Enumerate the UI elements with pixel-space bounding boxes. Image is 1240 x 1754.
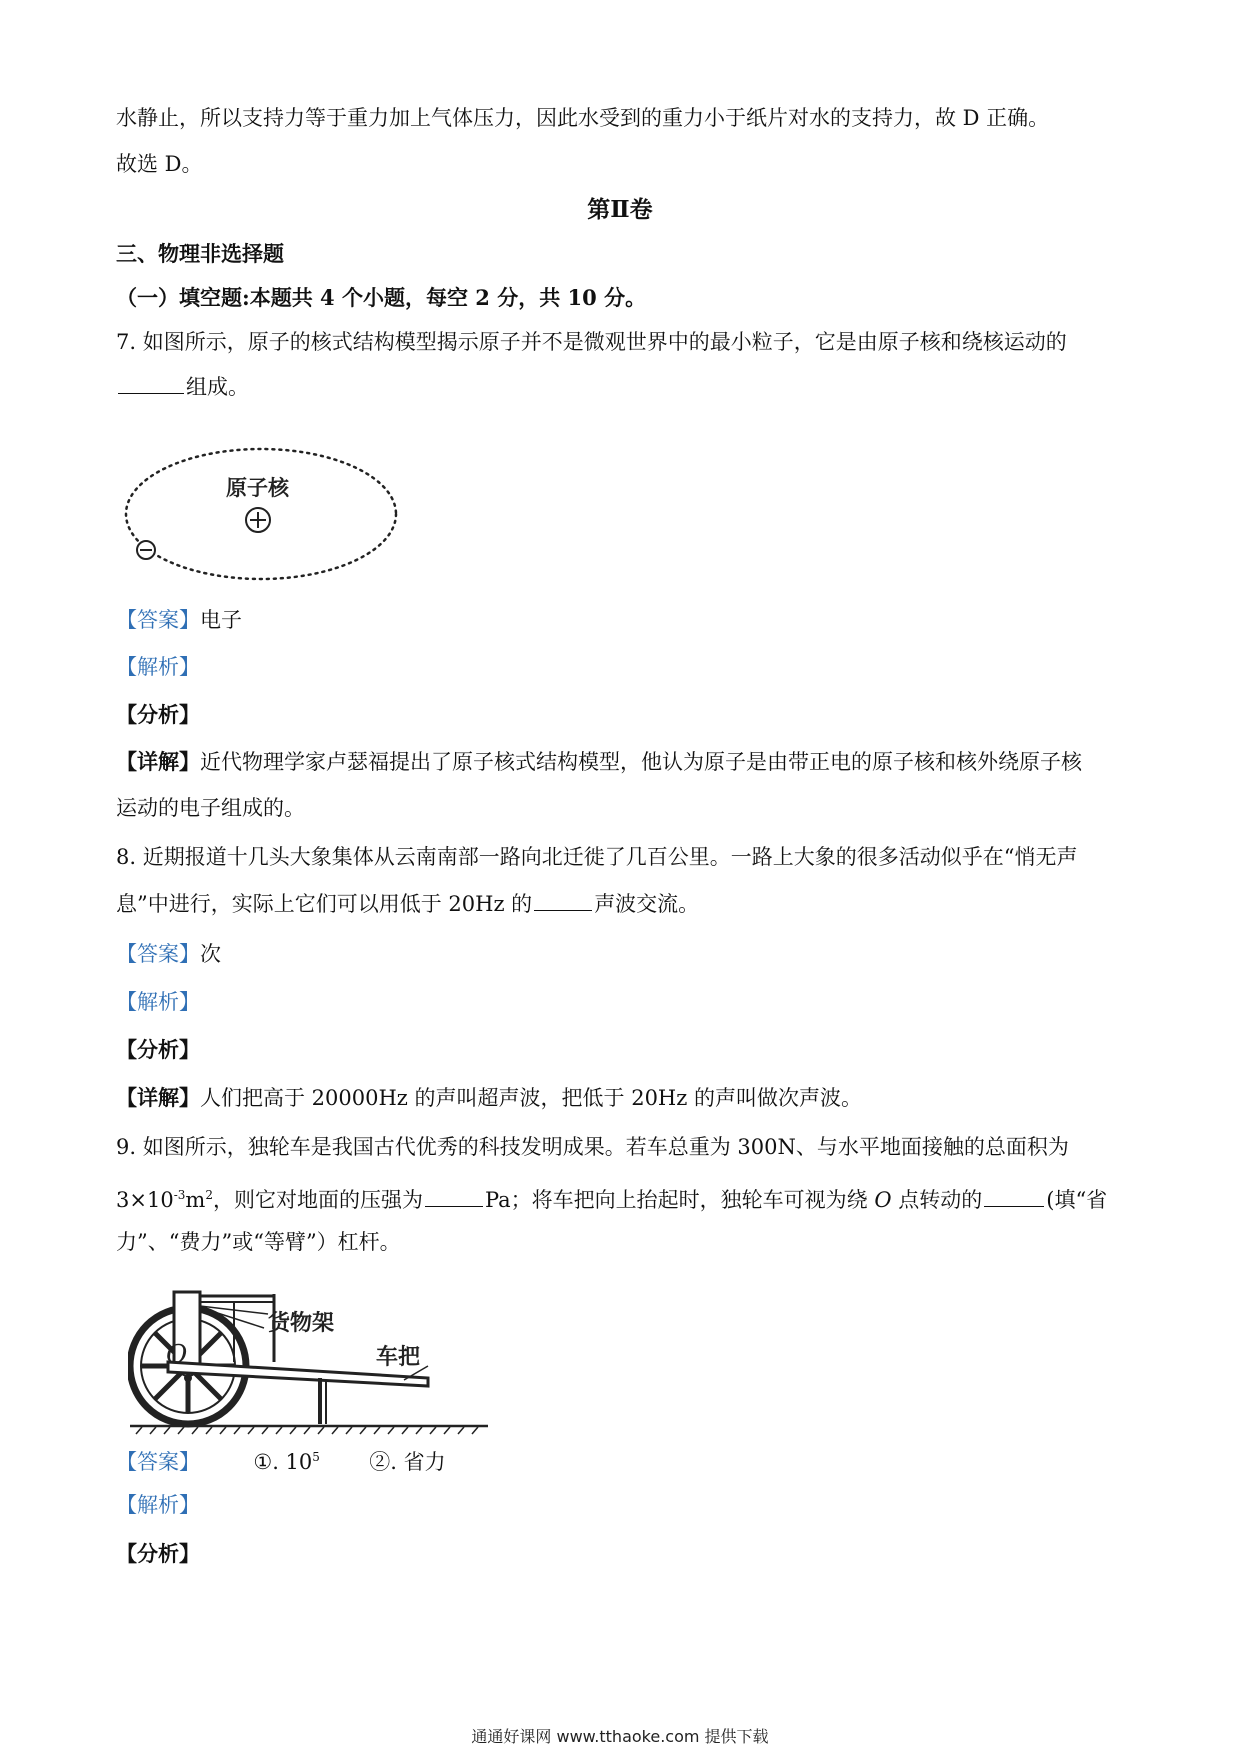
q7-jiexi-tag: 【解析】 <box>116 655 200 679</box>
cargo-rack-label: 货物架 <box>268 1311 335 1336</box>
nucleus-label: 原子核 <box>226 476 289 500</box>
q9-text-part: (填“省 <box>1046 1188 1108 1212</box>
atom-model-figure <box>118 440 408 590</box>
q9-text-part: Pa；将车把向上抬起时，独轮车可视为绕 <box>484 1188 875 1212</box>
q9-text-line2 <box>116 1181 1107 1214</box>
answer-tag: 【答案】 <box>116 942 200 966</box>
part-title: 三、物理非选择题 <box>116 241 284 266</box>
q9-fenxi-tag: 【分析】 <box>116 1541 200 1566</box>
q9-answer1-exp: 5 <box>312 1450 320 1464</box>
q9-text-part: 点转动的 <box>891 1188 983 1212</box>
q8-text-after-blank: 声波交流。 <box>594 892 700 916</box>
q8-detail-line1 <box>116 1084 862 1112</box>
q7-detail-line1 <box>116 748 1082 776</box>
q9-answer2: . 省力 <box>390 1450 446 1474</box>
q9-blank-1 <box>425 1186 483 1207</box>
q9-area-value: 3×10 <box>116 1188 174 1212</box>
q7-text-line2 <box>116 373 249 401</box>
q7-blank <box>118 373 184 394</box>
q9-blank-2 <box>984 1186 1044 1207</box>
detail-tag: 【详解】 <box>116 749 200 774</box>
page-footer: 通通好课网 www.tthaoke.com 提供下载 <box>471 1727 769 1746</box>
handle-label: 车把 <box>376 1345 421 1370</box>
prev-conclusion: 故选 D。 <box>116 152 203 176</box>
q9-answer1: . 10 <box>272 1450 313 1474</box>
q8-answer-row <box>116 940 221 968</box>
q9-jiexi-tag: 【解析】 <box>116 1493 200 1517</box>
q8-fenxi-tag: 【分析】 <box>116 1037 200 1062</box>
section-title: 第Ⅱ卷 <box>587 196 653 223</box>
q7-answer-row <box>116 606 242 634</box>
q9-answer-row <box>116 1443 446 1476</box>
q9-answer1-index: ① <box>253 1450 273 1474</box>
answer-tag: 【答案】 <box>116 608 200 632</box>
q9-area-exp: -3 <box>173 1188 186 1202</box>
q9-text-part: ，则它对地面的压强为 <box>212 1188 423 1212</box>
wheelbarrow-figure <box>128 1288 498 1438</box>
q8-text-before-blank: 息”中进行，实际上它们可以用低于 20Hz 的 <box>116 892 533 916</box>
q9-area-unit: m <box>185 1188 206 1212</box>
q9-area-unit-exp: 2 <box>205 1188 213 1202</box>
q9-answer2-index: ② <box>369 1450 391 1474</box>
electron-orbit <box>126 449 396 579</box>
q8-answer: 次 <box>200 942 221 966</box>
q7-answer: 电子 <box>200 608 242 632</box>
prev-text-line: 水静止，所以支持力等于重力加上气体压力，因此水受到的重力小于纸片对水的支持力，故 D 正确。 <box>116 106 1050 130</box>
q7-text-line1: 7. 如图所示，原子的核式结构模型揭示原子并不是微观世界中的最小粒子，它是由原子核和绕核运动的 <box>116 330 1067 354</box>
detail-tag: 【详解】 <box>116 1085 200 1110</box>
q9-text-line1: 9. 如图所示，独轮车是我国古代优秀的科技发明成果。若车总重为 300N、与水平地面接触的总面积为 <box>116 1135 1069 1159</box>
sub-title: （一）填空题:本题共 4 个小题，每空 2 分，共 10 分。 <box>116 285 647 310</box>
q8-text-line2 <box>116 890 699 918</box>
q8-jiexi-tag: 【解析】 <box>116 990 200 1014</box>
q8-blank <box>534 890 592 911</box>
q9-point-o: O <box>874 1188 892 1212</box>
q7-detail-line2: 运动的电子组成的。 <box>116 796 305 820</box>
q7-detail-text: 近代物理学家卢瑟福提出了原子核式结构模型，他认为原子是由带正电的原子核和核外绕原子核 <box>200 750 1082 774</box>
answer-tag: 【答案】 <box>116 1450 200 1474</box>
q8-detail-text: 人们把高于 20000Hz 的声叫超声波，把低于 20Hz 的声叫做次声波。 <box>200 1086 862 1110</box>
q9-text-line3: 力”、“费力”或“等臂”）杠杆。 <box>116 1230 401 1254</box>
q7-text-after-blank: 组成。 <box>186 375 249 399</box>
q8-text-line1: 8. 近期报道十几头大象集体从云南南部一路向北迁徙了几百公里。一路上大象的很多活动似乎在“悄无声 <box>116 845 1078 869</box>
pivot-o-label: O <box>166 1340 188 1370</box>
q7-fenxi-tag: 【分析】 <box>116 702 200 727</box>
